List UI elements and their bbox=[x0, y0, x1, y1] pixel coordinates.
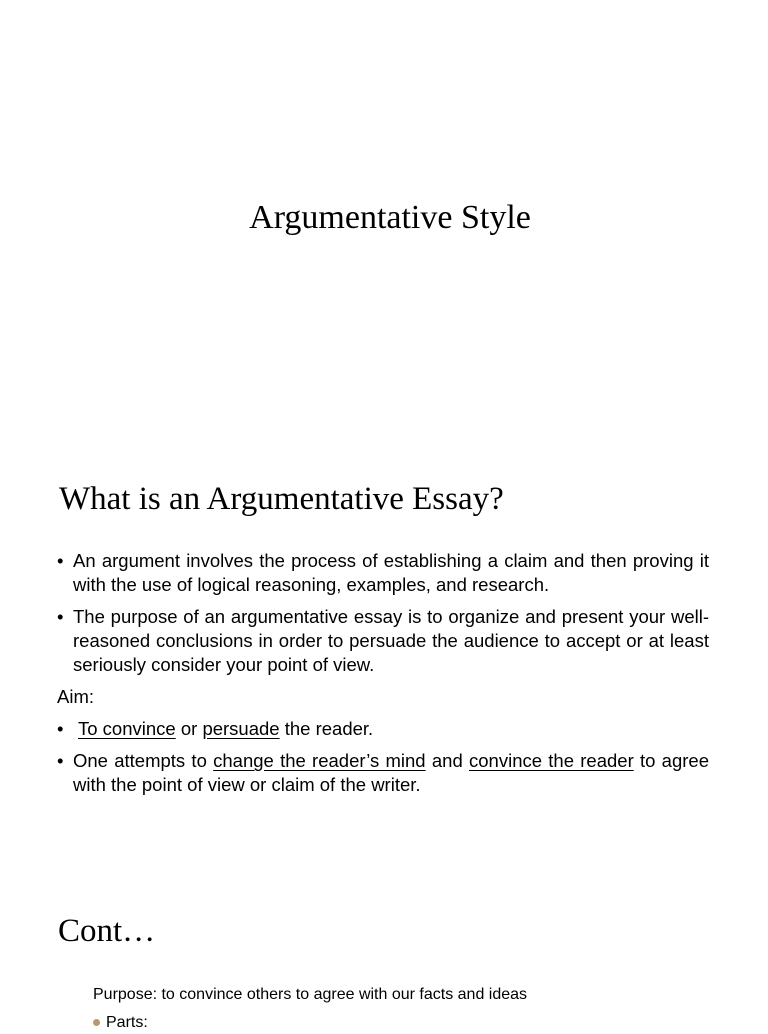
slide-title-heading: Argumentative Style bbox=[249, 199, 531, 236]
slide-continued bbox=[0, 864, 768, 1031]
bullet-text: The purpose of an argumentative essay is to organize and present your well-reasoned conclusions in order to persuade the audience to accept or at least seriously consider your point of view. bbox=[73, 606, 709, 675]
aim-label: Aim: bbox=[57, 686, 94, 707]
slide-definition-heading: What is an Argumentative Essay? bbox=[59, 481, 504, 517]
underlined-text: persuade bbox=[202, 718, 280, 739]
aim-text: the reader. bbox=[279, 718, 374, 739]
underlined-text: convince the reader bbox=[469, 750, 634, 771]
bullet-text: An argument involves the process of establishing a claim and then proving it with the use of logical reasoning, examples, and research. bbox=[73, 550, 709, 595]
aim-text: One attempts to bbox=[73, 750, 214, 771]
bullet-dot: • bbox=[57, 718, 64, 739]
purpose-text: Purpose: to convince others to agree with our facts and ideas bbox=[93, 986, 528, 1003]
aim-text: to agree with the point of view or claim of the writer. bbox=[73, 750, 709, 795]
aim-bullet bbox=[57, 749, 709, 797]
underlined-text: change the reader’s mind bbox=[213, 750, 426, 771]
underlined-text: To convince bbox=[78, 718, 176, 739]
aim-bullet bbox=[57, 717, 709, 741]
slide-definition-body bbox=[57, 549, 709, 805]
bullet-dot: • bbox=[57, 750, 64, 771]
slide-title bbox=[0, 0, 768, 432]
aim-text: and bbox=[425, 750, 469, 771]
aim-text: or bbox=[175, 718, 203, 739]
parts-item bbox=[93, 1012, 148, 1034]
bullet-item bbox=[57, 605, 709, 677]
bullet-marker-icon bbox=[93, 1019, 100, 1026]
aim-bullet-text bbox=[73, 718, 373, 739]
bullet-item bbox=[57, 549, 709, 597]
bullet-dot: • bbox=[57, 606, 64, 627]
slide-definition bbox=[0, 432, 768, 864]
aim-bullet-text bbox=[73, 750, 709, 795]
parts-label: Parts: bbox=[106, 1014, 148, 1031]
bullet-dot: • bbox=[57, 550, 64, 571]
slide-continued-heading: Cont… bbox=[58, 913, 156, 949]
